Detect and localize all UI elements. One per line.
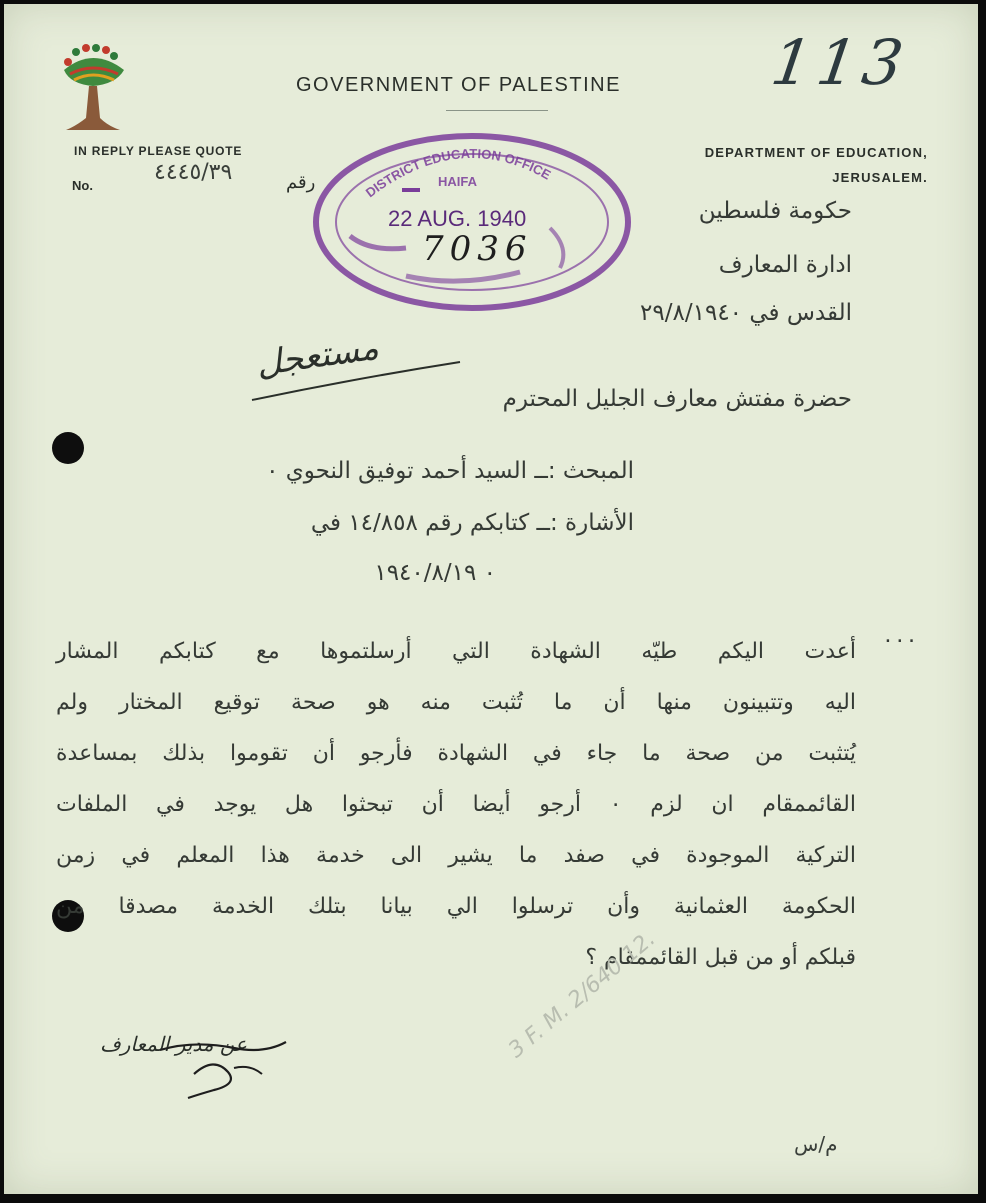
addressee: حضرة مفتش معارف الجليل المحترم	[502, 386, 852, 412]
arabic-department: ادارة المعارف	[718, 252, 852, 278]
arabic-government: حكومة فلسطين	[698, 198, 852, 224]
body-line: يُتثبت من صحة ما جاء في الشهادة فأرجو أن تقوموا بذلك بمساعدة	[56, 741, 856, 766]
subject-line: المبحث :ــ السيد أحمد توفيق النحوي ٠	[266, 458, 634, 484]
folio-number: 113	[766, 26, 914, 99]
department-name: DEPARTMENT OF EDUCATION,	[704, 145, 928, 160]
reply-quote-label: IN REPLY PLEASE QUOTE	[74, 144, 243, 158]
urgent-annotation: مستعجل	[253, 327, 382, 385]
body-line: التركية الموجودة في صفد ما يشير الى خدمة هذا المعلم في زمن	[56, 843, 856, 868]
letter-date: القدس في ٢٩/٨/١٩٤٠	[640, 300, 852, 326]
department-city: JERUSALEM.	[832, 170, 928, 185]
reference-label-ar: رقم	[286, 172, 316, 193]
archive-logo	[56, 40, 130, 136]
body-line: اليه وتتبينون منها أن ما تُثبت منه هو صحة توقيع المختار ولم	[56, 690, 856, 715]
number-label: No.	[72, 178, 93, 193]
pencil-margin-note: 3 F. M. 2/640 12.	[504, 926, 661, 1064]
received-stamp	[310, 128, 634, 318]
annotation-underline	[248, 352, 464, 404]
signature-scrawl	[154, 1034, 294, 1104]
typist-initials: م/س	[794, 1132, 838, 1156]
letter-body	[56, 626, 856, 983]
department-heading	[622, 140, 928, 190]
heading-rule	[446, 110, 548, 111]
punch-hole-top	[52, 432, 84, 464]
document-page	[4, 4, 978, 1194]
body-line: القائممقام ان لزم ٠ أرجو أيضا أن تبحثوا هل يوجد في الملفات	[56, 792, 856, 817]
stamp-handwritten-number: 7036	[422, 229, 533, 269]
government-heading: GOVERNMENT OF PALESTINE	[296, 74, 621, 96]
signature-block: عن مدير المعارف	[100, 1032, 248, 1056]
reference-line-1: الأشارة :ــ كتابكم رقم ١٤/٨٥٨ في	[310, 510, 634, 536]
body-line: أعدت اليكم طيّه الشهادة التي أرسلتموها مع كتابكم المشار	[56, 639, 856, 664]
stamp-place: HAIFA	[438, 174, 477, 189]
body-line: الحكومة العثمانية وأن ترسلوا الي بيانا بتلك الخدمة مصدقا من	[56, 894, 856, 919]
reference-line-2: ٠ ١٩٤٠/٨/١٩	[374, 560, 496, 586]
stamp-top-path: DISTRICT EDUCATION OFFICE	[362, 145, 554, 201]
stamp-date: 22 AUG. 1940	[388, 206, 527, 231]
reference-number: ٤٤٤٥/٣٩	[154, 160, 233, 185]
body-line: قبلكم أو من قبل القائممقام ؟	[585, 945, 856, 970]
leading-dots: ٠٠٠	[882, 628, 918, 653]
